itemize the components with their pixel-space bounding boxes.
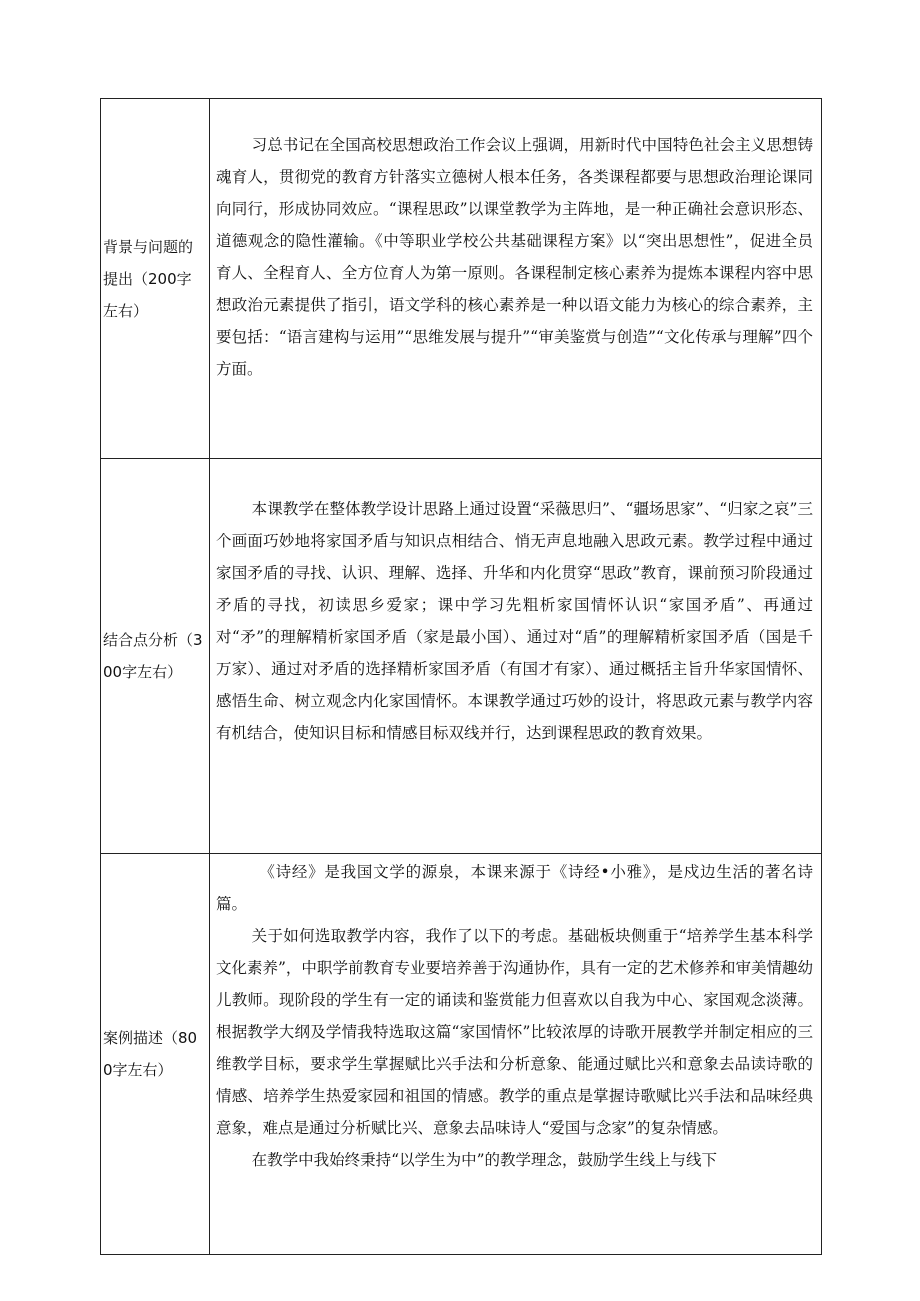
case-paragraph-1: 《诗经》是我国文学的源泉，本课来源于《诗经•小雅》，是戍边生活的著名诗篇。 — [216, 863, 813, 913]
content-case-description — [210, 854, 822, 1255]
row-combination-analysis — [101, 459, 822, 854]
case-form-table — [100, 98, 822, 1255]
content-combination-analysis — [210, 459, 822, 854]
label-combination-analysis: 结合点分析（300字左右） — [101, 459, 210, 854]
row-case-description — [101, 854, 822, 1255]
label-background: 背景与问题的提出（200字左右） — [101, 99, 210, 459]
case-paragraph-3: 在教学中我始终秉持“以学生为中”的教学理念，鼓励学生线上与线下 — [251, 1151, 717, 1169]
row-background — [101, 99, 822, 459]
label-case-description: 案例描述（800字左右） — [101, 854, 210, 1255]
case-paragraph-2: 关于如何选取教学内容，我作了以下的考虑。基础板块侧重于“培养学生基本科学文化素养”，中职学前教育专业要培养善于沟通协作，具有一定的艺术修养和审美情趣幼儿教师。现阶段的学生有一定的诵读和鉴赏能力但喜欢以自我为中心、家国观念淡薄。根据教学大纲及学情我特选取这篇“家国情怀”比较浓厚的诗歌开展教学并制定相应的三维教学目标，要求学生掌握赋比兴手法和分析意象、能通过赋比兴和意象去品读诗歌的情感、培养学生热爱家园和祖国的情感。教学的重点是掌握诗歌赋比兴手法和品味经典意象，难点是通过分析赋比兴、意象去品味诗人“爱国与念家”的复杂情感。 — [216, 927, 813, 1137]
content-background — [210, 99, 822, 459]
combination-paragraph: 本课教学在整体教学设计思路上通过设置“采薇思归”、“疆场思家”、“归家之哀”三个画面巧妙地将家国矛盾与知识点相结合、悄无声息地融入思政元素。教学过程中通过家国矛盾的寻找、认识、理解、选择、升华和内化贯穿“思政”教育，课前预习阶段通过矛盾的寻找，初读思乡爱家；课中学习先粗析家国情怀认识“家国矛盾”、再通过对“矛”的理解精析家国矛盾（家是最小国）、通过对“盾”的理解精析家国矛盾（国是千万家）、通过对矛盾的选择精析家国矛盾（有国才有家）、通过概括主旨升华家国情怀、感悟生命、树立观念内化家国情怀。本课教学通过巧妙的设计，将思政元素与教学内容有机结合，使知识目标和情感目标双线并行，达到课程思政的教育效果。 — [216, 500, 813, 742]
background-paragraph: 习总书记在全国高校思想政治工作会议上强调，用新时代中国特色社会主义思想铸魂育人，贯彻党的教育方针落实立德树人根本任务，各类课程都要与思想政治理论课同向同行，形成协同效应。“课程思政”以课堂教学为主阵地，是一种正确社会意识形态、道德观念的隐性灌输。《中等职业学校公共基础课程方案》以“突出思想性”，促进全员育人、全程育人、全方位育人为第一原则。各课程制定核心素养为提炼本课程内容中思想政治元素提供了指引，语文学科的核心素养是一种以语文能力为核心的综合素养，主要包括：“语言建构与运用”“思维发展与提升”“审美鉴赏与创造”“文化传承与理解”四个方面。 — [216, 136, 813, 378]
